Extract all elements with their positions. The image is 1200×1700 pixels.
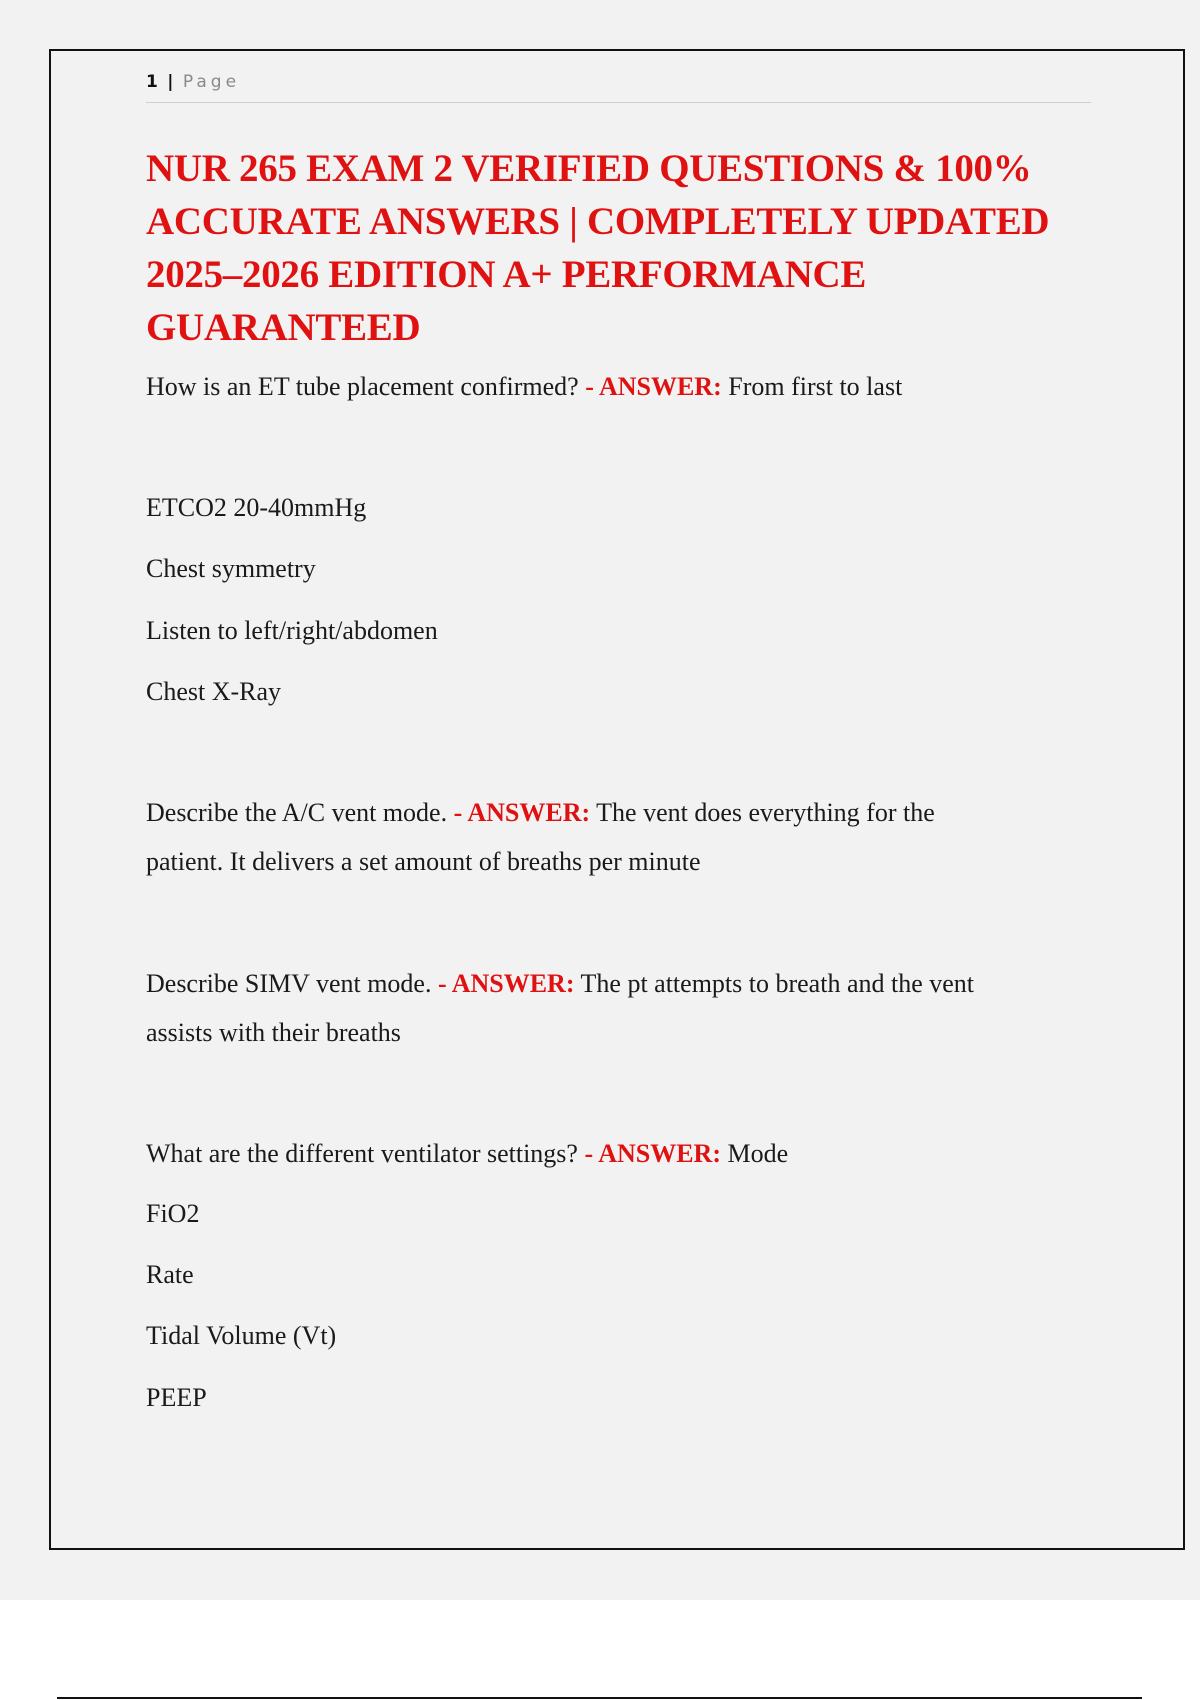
answer-1-line-1: From first to last xyxy=(728,372,903,401)
answer-4-line-1: Mode xyxy=(727,1139,789,1168)
answer-1-item-2: Chest symmetry xyxy=(146,554,316,583)
document-title: NUR 265 EXAM 2 VERIFIED QUESTIONS & 100% ACCURATE ANSWERS | COMPLETELY UPDATED 2025–2026 EDITION A+ PERFORMANCE GUARANTEED xyxy=(146,147,1050,349)
answer-3-line-2: assists with their breaths xyxy=(146,1018,401,1047)
answer-1-item-4: Chest X-Ray xyxy=(146,677,282,706)
question-1-text: How is an ET tube placement confirmed? xyxy=(146,372,586,401)
page-label: Page xyxy=(182,72,241,92)
answer-2-line-2: patient. It delivers a set amount of breaths per minute xyxy=(146,847,701,876)
page-number: 1 xyxy=(146,72,158,92)
question-2-text: Describe the A/C vent mode. xyxy=(146,798,454,827)
answer-4-item-1: FiO2 xyxy=(146,1199,200,1228)
answer-1-item-3: Listen to left/right/abdomen xyxy=(146,616,438,645)
question-4 xyxy=(146,1139,788,1169)
answer-2-line-1: The vent does everything for the xyxy=(596,798,935,827)
answer-4-item-2: Rate xyxy=(146,1260,194,1289)
question-1 xyxy=(146,372,902,402)
answer-4-item-4: PEEP xyxy=(146,1383,207,1412)
answer-3-line-1: The pt attempts to breath and the vent xyxy=(580,969,975,998)
answer-4-item-3: Tidal Volume (Vt) xyxy=(146,1321,337,1350)
answer-marker-2: - ANSWER: xyxy=(453,798,591,827)
page-header xyxy=(146,72,1091,103)
answer-marker-4: - ANSWER: xyxy=(584,1139,721,1168)
answer-marker-3: - ANSWER: xyxy=(437,969,575,998)
question-4-text: What are the different ventilator settings? xyxy=(146,1139,585,1168)
question-3 xyxy=(146,969,974,999)
answer-marker-1: - ANSWER: xyxy=(585,372,722,401)
answer-1-item-1: ETCO2 20-40mmHg xyxy=(146,493,367,522)
page-number-separator: | xyxy=(167,72,174,92)
question-2 xyxy=(146,798,935,828)
question-3-text: Describe SIMV vent mode. xyxy=(146,969,438,998)
footer-rule xyxy=(57,1697,1142,1699)
